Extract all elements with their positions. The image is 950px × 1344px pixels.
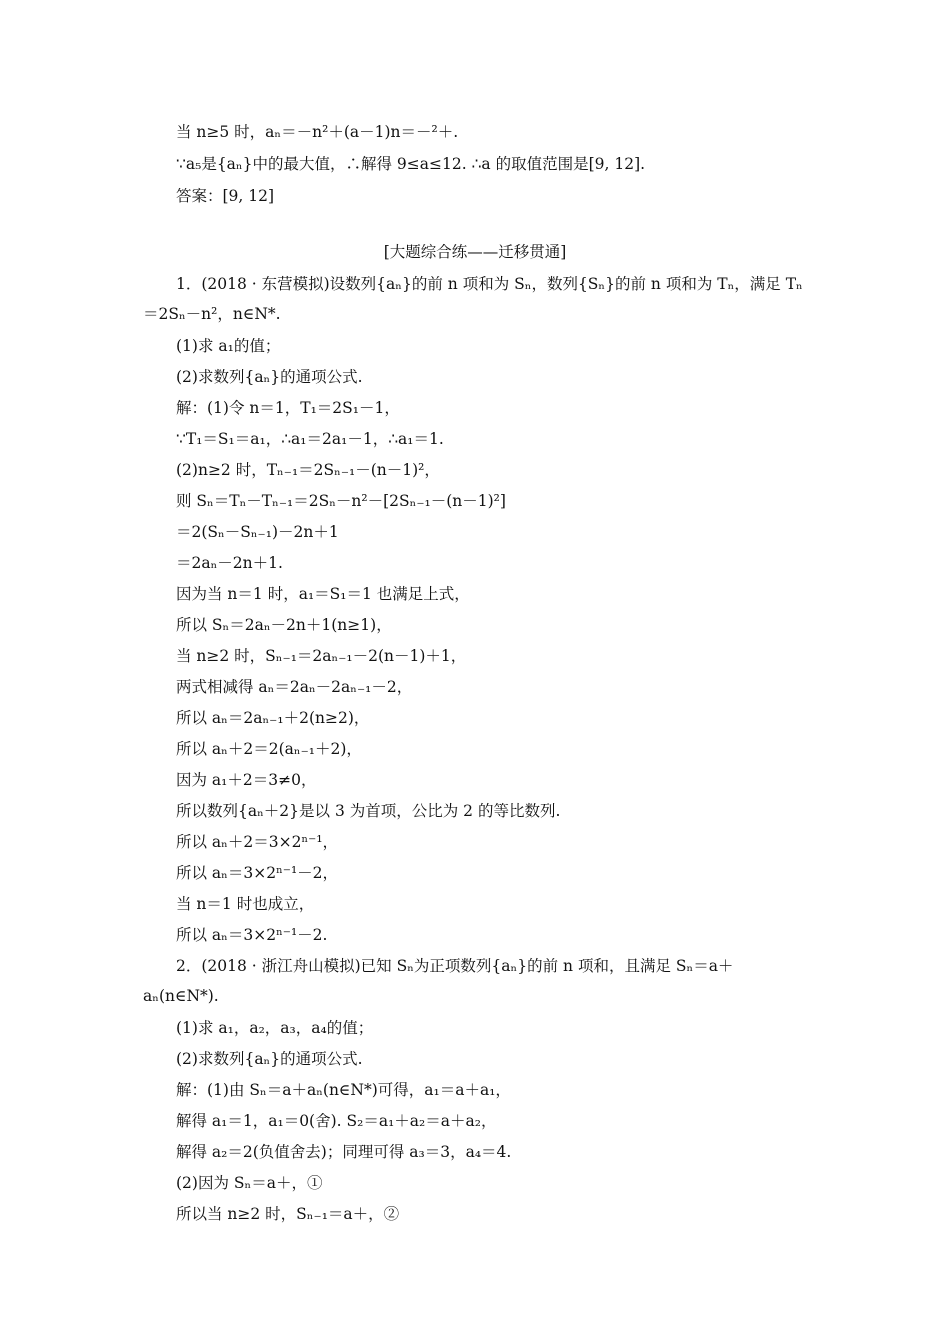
problem1-stem: 1．(2018 · 东营模拟)设数列{aₙ}的前 n 项和为 Sₙ，数列{Sₙ}的前 n 项和为 Tₙ，满足 Tₙ: [176, 275, 803, 293]
intro-line: 当 n≥5 时，aₙ＝－n²＋(a－1)n＝－²＋.: [176, 123, 459, 141]
solution-line: 则 Sₙ＝Tₙ－Tₙ₋₁＝2Sₙ－n²－[2Sₙ₋₁－(n－1)²]: [176, 492, 506, 510]
solution-line: (2)因为 Sₙ＝a＋，①: [176, 1174, 323, 1192]
solution-line: 所以 aₙ＝3×2ⁿ⁻¹－2.: [176, 926, 328, 944]
solution-line: 所以 aₙ＋2＝3×2ⁿ⁻¹，: [176, 833, 339, 851]
answer-line: 答案：[9, 12]: [176, 187, 275, 205]
solution-line: ＝2(Sₙ－Sₙ₋₁)－2n＋1: [176, 523, 339, 541]
section-title: [大题综合练——迁移贯通]: [383, 243, 567, 261]
solution-line: 当 n≥2 时，Sₙ₋₁＝2aₙ₋₁－2(n－1)＋1，: [176, 647, 467, 665]
solution-line: 因为 a₁＋2＝3≠0，: [176, 771, 317, 789]
problem2-part: (2)求数列{aₙ}的通项公式.: [176, 1050, 363, 1068]
solution-line: 当 n＝1 时也成立，: [176, 895, 315, 913]
solution-line: 解：(1)令 n＝1，T₁＝2S₁－1，: [176, 399, 400, 417]
solution-line: 两式相减得 aₙ＝2aₙ－2aₙ₋₁－2，: [176, 678, 413, 696]
problem1-part: (1)求 a₁的值；: [176, 337, 281, 355]
problem2-stem: aₙ(n∈N*).: [143, 987, 219, 1005]
problem2-part: (1)求 a₁，a₂，a₃，a₄的值；: [176, 1019, 374, 1037]
solution-line: ＝2aₙ－2n＋1.: [176, 554, 283, 572]
problem2-stem: 2．(2018 · 浙江舟山模拟)已知 Sₙ为正项数列{aₙ}的前 n 项和，且满足 Sₙ＝a＋: [176, 957, 734, 975]
problem1-stem: ＝2Sₙ－n²，n∈N*.: [143, 305, 281, 323]
solution-line: 因为当 n＝1 时，a₁＝S₁＝1 也满足上式，: [176, 585, 470, 603]
solution-line: (2)n≥2 时，Tₙ₋₁＝2Sₙ₋₁－(n－1)²，: [176, 461, 440, 479]
problem1-part: (2)求数列{aₙ}的通项公式.: [176, 368, 363, 386]
solution-line: 解：(1)由 Sₙ＝a＋aₙ(n∈N*)可得，a₁＝a＋a₁，: [176, 1081, 511, 1099]
solution-line: ∵T₁＝S₁＝a₁，∴a₁＝2a₁－1，∴a₁＝1.: [176, 430, 444, 448]
solution-line: 所以 aₙ＝3×2ⁿ⁻¹－2，: [176, 864, 339, 882]
solution-line: 所以 Sₙ＝2aₙ－2n＋1(n≥1)，: [176, 616, 392, 634]
solution-line: 解得 a₂＝2(负值舍去)；同理可得 a₃＝3，a₄＝4.: [176, 1143, 512, 1161]
solution-line: 所以 aₙ＋2＝2(aₙ₋₁＋2)，: [176, 740, 362, 758]
solution-line: 解得 a₁＝1，a₁＝0(舍). S₂＝a₁＋a₂＝a＋a₂，: [176, 1112, 497, 1130]
solution-line: 所以数列{aₙ＋2}是以 3 为首项，公比为 2 的等比数列.: [176, 802, 561, 820]
solution-line: 所以 aₙ＝2aₙ₋₁＋2(n≥2)，: [176, 709, 370, 727]
solution-line: 所以当 n≥2 时，Sₙ₋₁＝a＋，②: [176, 1205, 400, 1223]
intro-line: ∵a₅是{aₙ}中的最大值，∴解得 9≤a≤12. ∴a 的取值范围是[9, 12].: [176, 155, 646, 173]
